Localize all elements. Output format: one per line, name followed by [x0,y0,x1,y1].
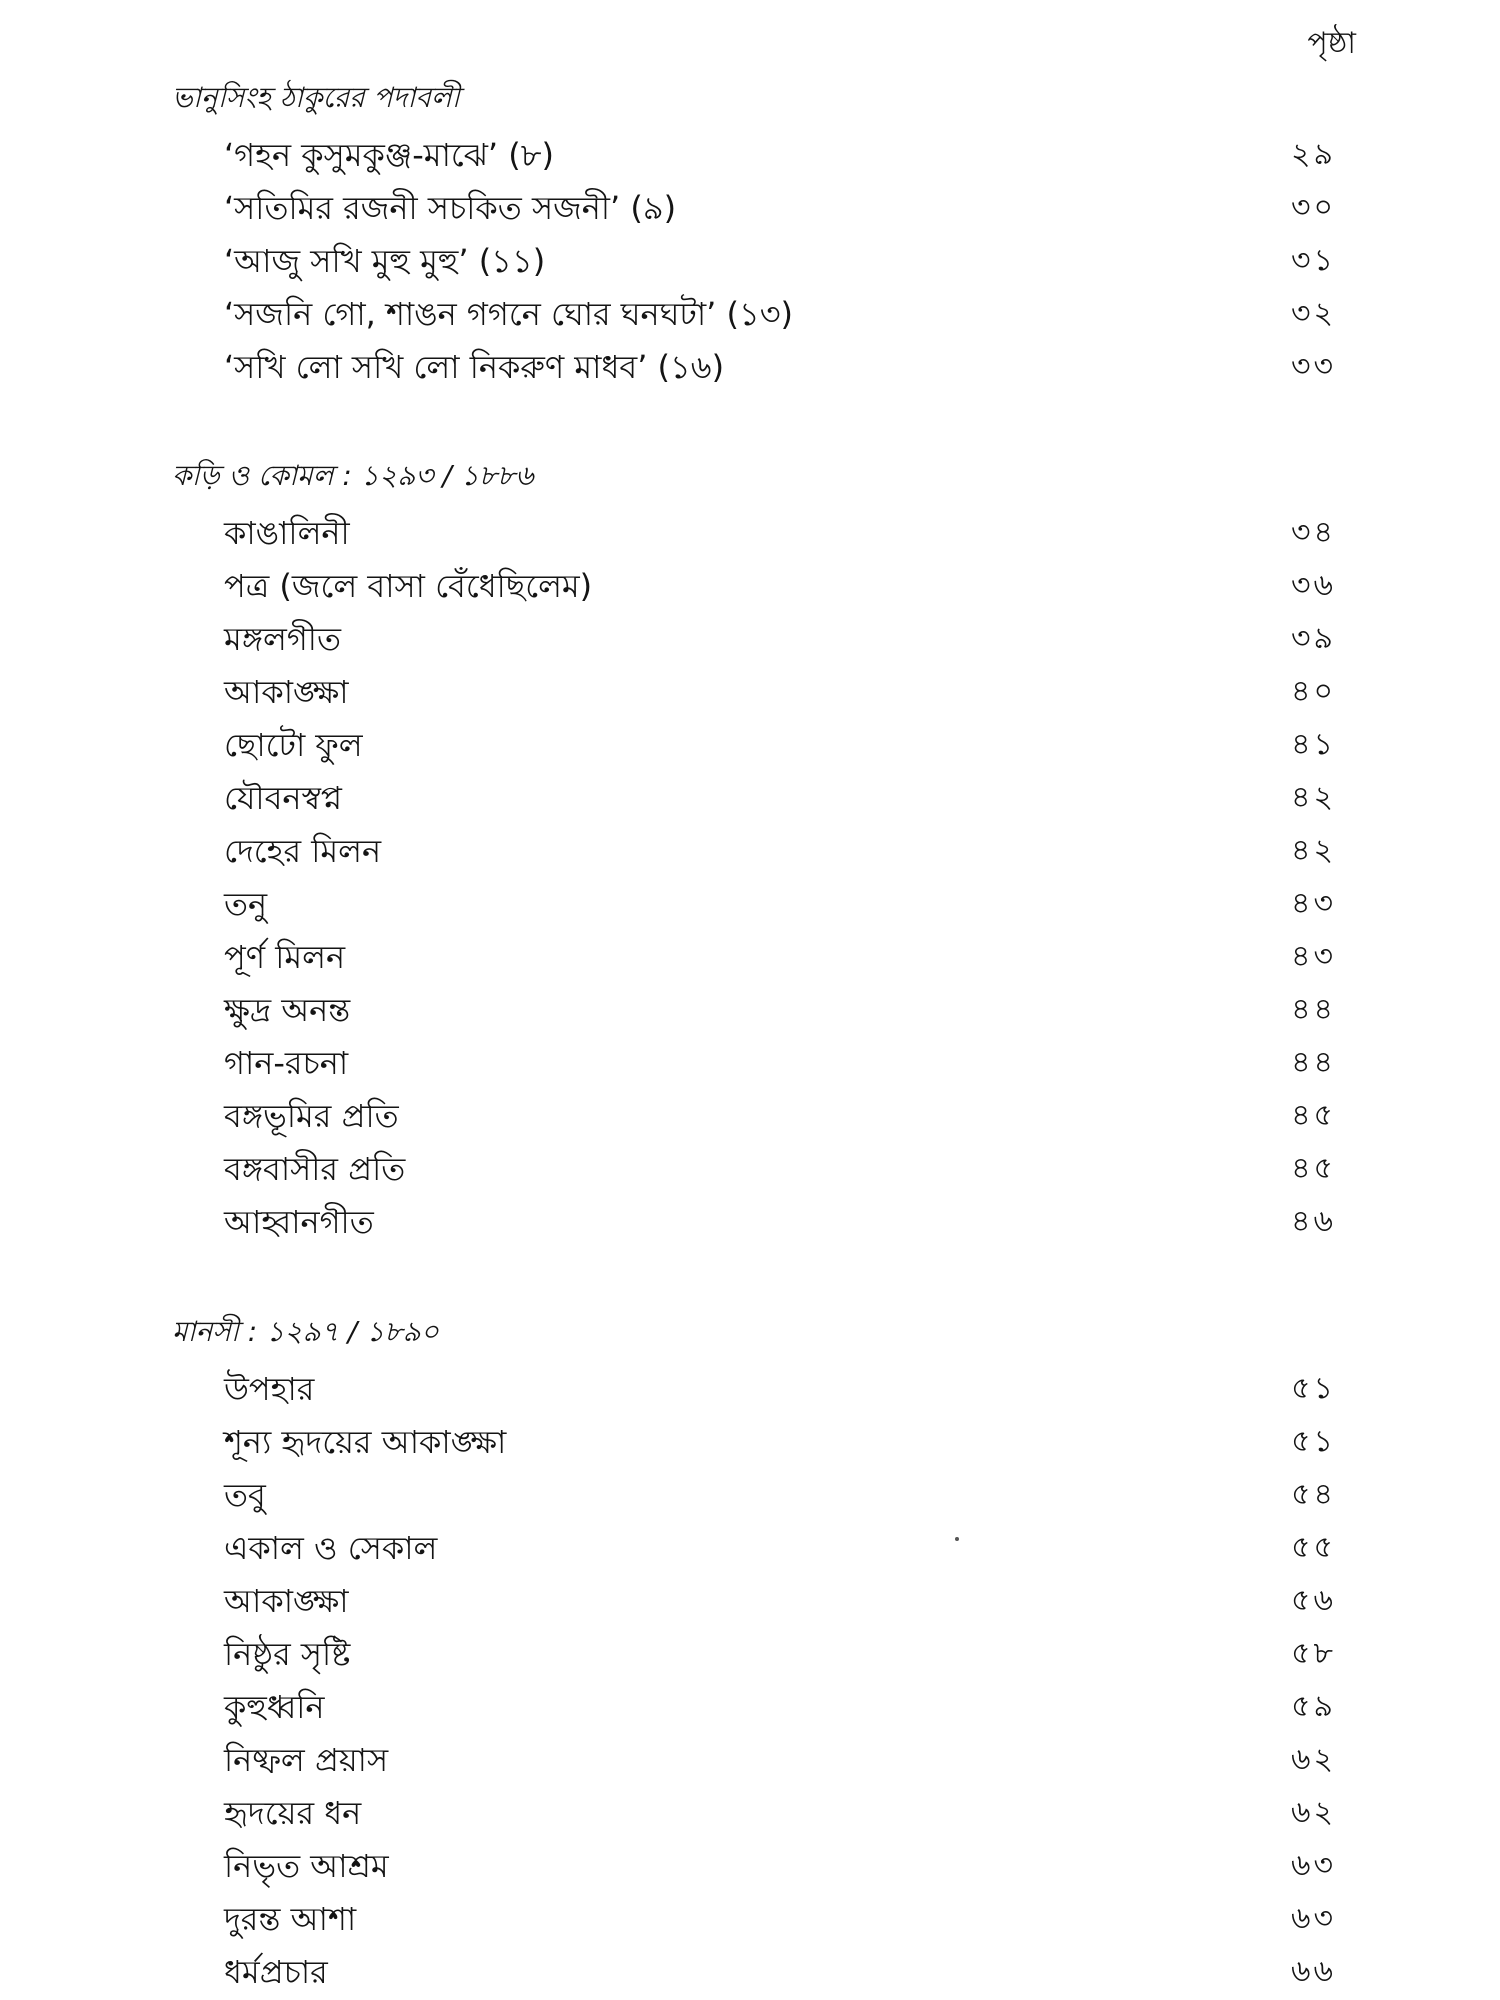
entry-page-number: ৬৩ [1290,1848,1336,1883]
toc-entry[interactable] [0,614,1500,667]
entry-title: ছোটো ফুল [224,726,363,764]
entry-title: দুরন্ত আশা [224,1900,357,1938]
entry-title: ‘সখি লো সখি লো নিকরুণ মাধব’ (১৬) [224,348,725,386]
section-title: কড়ি ও কোমল : ১২৯৩ / ১৮৮৬ [172,459,534,492]
toc-entry[interactable] [0,342,1500,395]
toc-entry[interactable] [0,1629,1500,1682]
entry-title: কাঙালিনী [224,514,350,552]
entry-title: ধর্মপ্রচার [224,1953,328,1991]
entry-title: তনু [224,885,268,923]
entry-title: ক্ষুদ্র অনন্ত [224,991,351,1029]
toc-entry[interactable] [0,183,1500,236]
toc-entry[interactable] [0,1894,1500,1947]
entry-title: উপহার [224,1370,315,1408]
entry-page-number: ৬৩ [1290,1901,1336,1936]
entry-page-number: ৪৪ [1291,992,1336,1027]
toc-entry[interactable] [0,130,1500,183]
entry-page-number: ৩৬ [1290,568,1336,603]
toc-entry[interactable] [0,1523,1500,1576]
entry-page-number: ৫১ [1291,1371,1336,1406]
entry-title: কুহুধ্বনি [224,1688,325,1726]
entry-page-number: ৪০ [1291,674,1336,709]
toc-entry[interactable] [0,1417,1500,1470]
entry-page-number: ৫৮ [1291,1636,1336,1671]
toc-entry[interactable] [0,667,1500,720]
entry-page-number: ৪৫ [1291,1098,1336,1133]
section-entries [0,130,1500,395]
toc-entry[interactable] [0,1947,1500,2000]
section-title: মানসী : ১২৯৭ / ১৮৯০ [172,1315,439,1348]
toc-entry[interactable] [0,1197,1500,1250]
toc-entry[interactable] [0,1364,1500,1417]
toc-entry[interactable] [0,1788,1500,1841]
entry-page-number: ৫৯ [1291,1689,1336,1724]
toc-entry[interactable] [0,1038,1500,1091]
entry-title: যৌবনস্বপ্ন [224,779,343,817]
entry-title: ‘সতিমির রজনী সচকিত সজনী’ (৯) [224,189,677,227]
entry-page-number: ৪২ [1291,780,1336,815]
entry-title: পত্র (জলে বাসা বেঁধেছিলেম) [224,567,593,605]
toc-entry[interactable] [0,508,1500,561]
toc-entry[interactable] [0,932,1500,985]
entry-page-number: ৪৬ [1291,1204,1336,1239]
toc-entry[interactable] [0,773,1500,826]
toc-entry[interactable] [0,1091,1500,1144]
entry-title: নিভৃত আশ্রম [224,1847,389,1885]
entry-page-number: ৬৬ [1290,1954,1336,1989]
entry-page-number: ৪৩ [1291,886,1336,921]
section-title: ভানুসিংহ ঠাকুরের পদাবলী [172,81,460,114]
entry-title: বঙ্গভূমির প্রতি [224,1097,399,1135]
toc-entry[interactable] [0,879,1500,932]
entry-title: একাল ও সেকাল [224,1529,438,1567]
entry-title: ‘সজনি গো, শাঙন গগনে ঘোর ঘনঘটা’ (১৩) [224,295,794,333]
entry-title: মঙ্গলগীত [224,620,341,658]
section-entries [0,1364,1500,2000]
entry-page-number: ৬২ [1290,1742,1336,1777]
entry-title: গান-রচনা [224,1044,349,1082]
entry-page-number: ৫৬ [1291,1583,1336,1618]
entry-page-number: ৫৪ [1291,1477,1336,1512]
toc-entry[interactable] [0,1470,1500,1523]
page-column-header: পৃষ্ঠা [1307,26,1356,61]
entry-page-number: ৪২ [1291,833,1336,868]
entry-page-number: ৫১ [1291,1424,1336,1459]
entry-page-number: ২৯ [1291,137,1336,172]
entry-title: দেহের মিলন [224,832,382,870]
toc-entry[interactable] [0,1682,1500,1735]
entry-page-number: ৩৩ [1290,349,1336,384]
entry-page-number: ৪১ [1291,727,1336,762]
toc-entry[interactable] [0,826,1500,879]
entry-page-number: ৩৯ [1291,621,1336,656]
entry-title: ‘গহন কুসুমকুঞ্জ-মাঝে’ (৮) [224,136,554,174]
toc-entry[interactable] [0,1841,1500,1894]
entry-title: নিষ্ঠুর সৃষ্টি [224,1635,351,1673]
entry-page-number: ৩৪ [1291,515,1336,550]
section-entries [0,508,1500,1250]
toc-entry[interactable] [0,561,1500,614]
entry-title: শূন্য হৃদয়ের আকাঙ্ক্ষা [224,1423,507,1461]
toc-entry[interactable] [0,289,1500,342]
entry-page-number: ৪৫ [1291,1151,1336,1186]
entry-page-number: ৬২ [1290,1795,1336,1830]
entry-page-number: ৫৫ [1291,1530,1336,1565]
toc-entry[interactable] [0,1735,1500,1788]
scan-speck [955,1537,959,1541]
entry-title: পূর্ণ মিলন [224,938,346,976]
entry-title: আকাঙ্ক্ষা [224,1582,349,1620]
entry-title: তবু [224,1476,266,1514]
toc-entry[interactable] [0,236,1500,289]
entry-title: হৃদয়ের ধন [224,1794,362,1832]
toc-entry[interactable] [0,720,1500,773]
entry-page-number: ৩২ [1290,296,1336,331]
entry-title: নিষ্ফল প্রয়াস [224,1741,389,1779]
entry-page-number: ৪৩ [1291,939,1336,974]
toc-entry[interactable] [0,1144,1500,1197]
toc-entry[interactable] [0,985,1500,1038]
entry-title: আহ্বানগীত [224,1203,374,1241]
entry-title: ‘আজু সখি মুহু মুহু’ (১১) [224,242,546,280]
toc-entry[interactable] [0,1576,1500,1629]
entry-page-number: ৪৪ [1291,1045,1336,1080]
entry-page-number: ৩০ [1290,190,1336,225]
entry-title: আকাঙ্ক্ষা [224,673,349,711]
entry-page-number: ৩১ [1291,243,1336,278]
entry-title: বঙ্গবাসীর প্রতি [224,1150,406,1188]
